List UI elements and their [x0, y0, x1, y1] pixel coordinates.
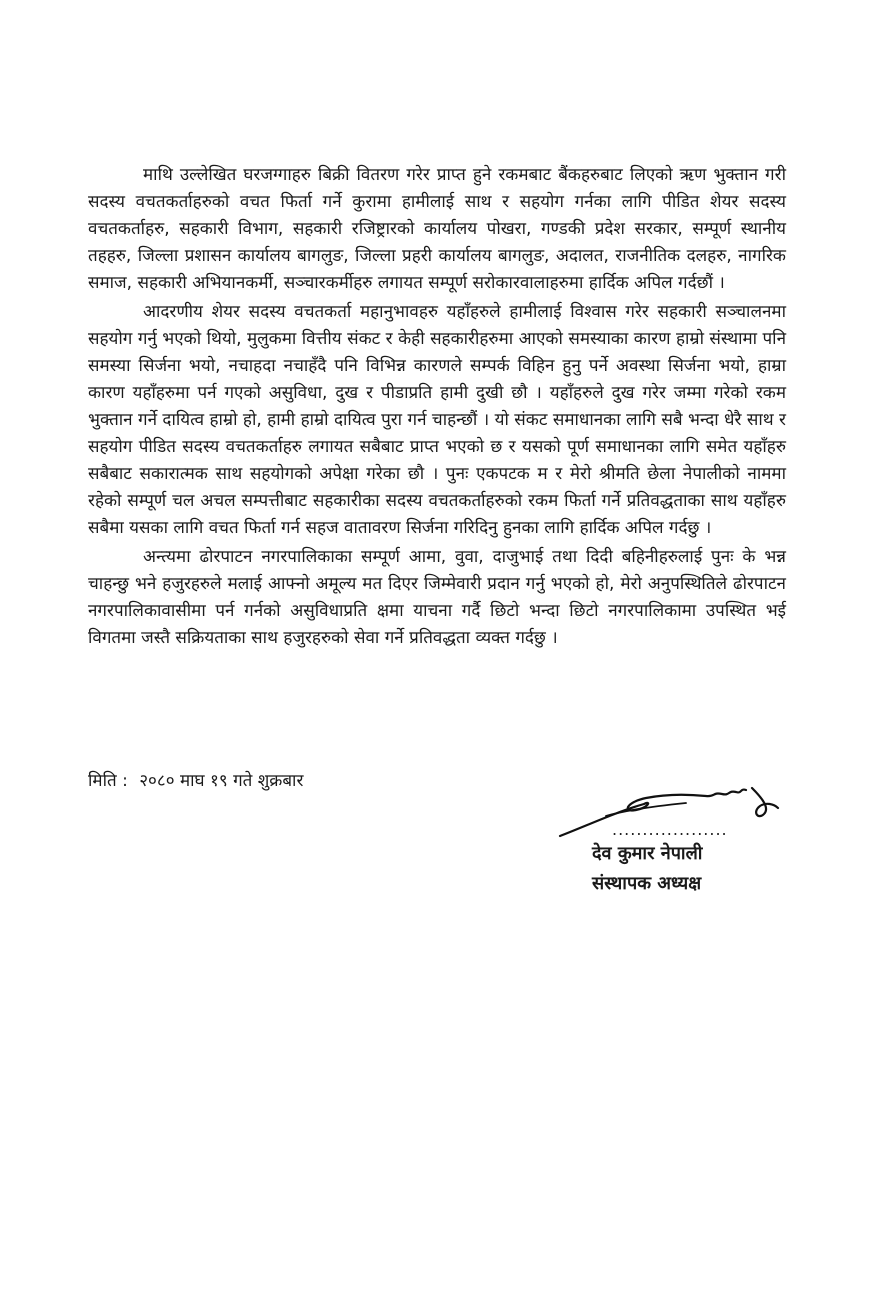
signature-line: ................... [612, 820, 728, 839]
signer-name: देव कुमार नेपाली [592, 843, 703, 864]
paragraph-commitment: आदरणीय शेयर सदस्य वचतकर्ता महानुभावहरु यहाँहरुले हामीलाई विश्वास गरेर सहकारी सञ्चालनमा सहयोग गर्नु भएको थियो, मुलुकमा वित्तीय संकट र केही सहकारीहरुमा आएको समस्याका कारण हाम्रो संस्थामा पनि समस्या सिर्जना भयो, नचाहदा नचाहँदै पनि विभिन्न कारणले सम्पर्क विहिन हुनु पर्ने अवस्था सिर्जना भयो, हाम्रा कारण यहाँहरुमा पर्न गएको असुविधा, दुख र पीडाप्रति हामी दुखी छौ । यहाँहरुले दुख गरेर जम्मा गरेको रकम भुक्तान गर्ने दायित्व हाम्रो हो, हामी हाम्रो दायित्व पुरा गर्न चाहन्छौं । यो संकट समाधानका लागि सबै भन्दा धेरै साथ र सहयोग पीडित सदस्य वचतकर्ताहरु लगायत सबैबाट प्राप्त भएको छ र यसको पूर्ण समाधानका लागि समेत यहाँहरु सबैबाट सकारात्मक साथ सहयोगको अपेक्षा गरेका छौ । पुनः एकपटक म र मेरो श्रीमति छेला नेपालीको नाममा रहेको सम्पूर्ण चल अचल सम्पत्तीबाट सहकारीका सदस्य वचतकर्ताहरुको रकम फिर्ता गर्ने प्रतिवद्धताका साथ यहाँहरु सबैमा यसका लागि वचत फिर्ता गर्न सहज वातावरण सिर्जना गरिदिनु हुनका लागि हार्दिक अपिल गर्दछु । [88, 302, 786, 538]
letter-body [88, 162, 786, 654]
paragraph-appeal: माथि उल्लेखित घरजग्गाहरु बिक्री वितरण गरेर प्राप्त हुने रकमबाट बैंकहरुबाट लिएको ऋण भुक्तान गरी सदस्य वचतकर्ताहरुको वचत फिर्ता गर्ने कुरामा हामीलाई साथ र सहयोग गर्नका लागि पीडित शेयर सदस्य वचतकर्ताहरु, सहकारी विभाग, सहकारी रजिष्ट्रारको कार्यालय पोखरा, गण्डकी प्रदेश सरकार, सम्पूर्ण स्थानीय तहहरु, जिल्ला प्रशासन कार्यालय बागलुङ, जिल्ला प्रहरी कार्यालय बागलुङ, अदालत, राजनीतिक दलहरु, नागरिक समाज, सहकारी अभियानकर्मी, सञ्चारकर्मीहरु लगायत सम्पूर्ण सरोकारवालाहरुमा हार्दिक अपिल गर्दछौं । [88, 165, 786, 293]
date-line [88, 768, 303, 795]
signature-block [548, 786, 808, 926]
date-label: मिति : [88, 771, 128, 791]
paragraph-closing: अन्त्यमा ढोरपाटन नगरपालिकाका सम्पूर्ण आमा, वुवा, दाजुभाई तथा दिदी बहिनीहरुलाई पुनः के भन्न चाहन्छु भने हजुरहरुले मलाई आफ्नो अमूल्य मत दिएर जिम्मेवारी प्रदान गर्नु भएको हो, मेरो अनुपस्थितिले ढोरपाटन नगरपालिकावासीमा पर्न गर्नको असुविधाप्रति क्षमा याचना गर्दै छिटो भन्दा छिटो नगरपालिकामा उपस्थित भई विगतमा जस्तै सक्रियताका साथ हजुरहरुको सेवा गर्ने प्रतिवद्धता व्यक्त गर्दछु । [88, 547, 786, 648]
date-value: २०८० माघ १९ गते शुक्रबार [139, 771, 304, 791]
signer-title: संस्थापक अध्यक्ष [592, 873, 702, 894]
